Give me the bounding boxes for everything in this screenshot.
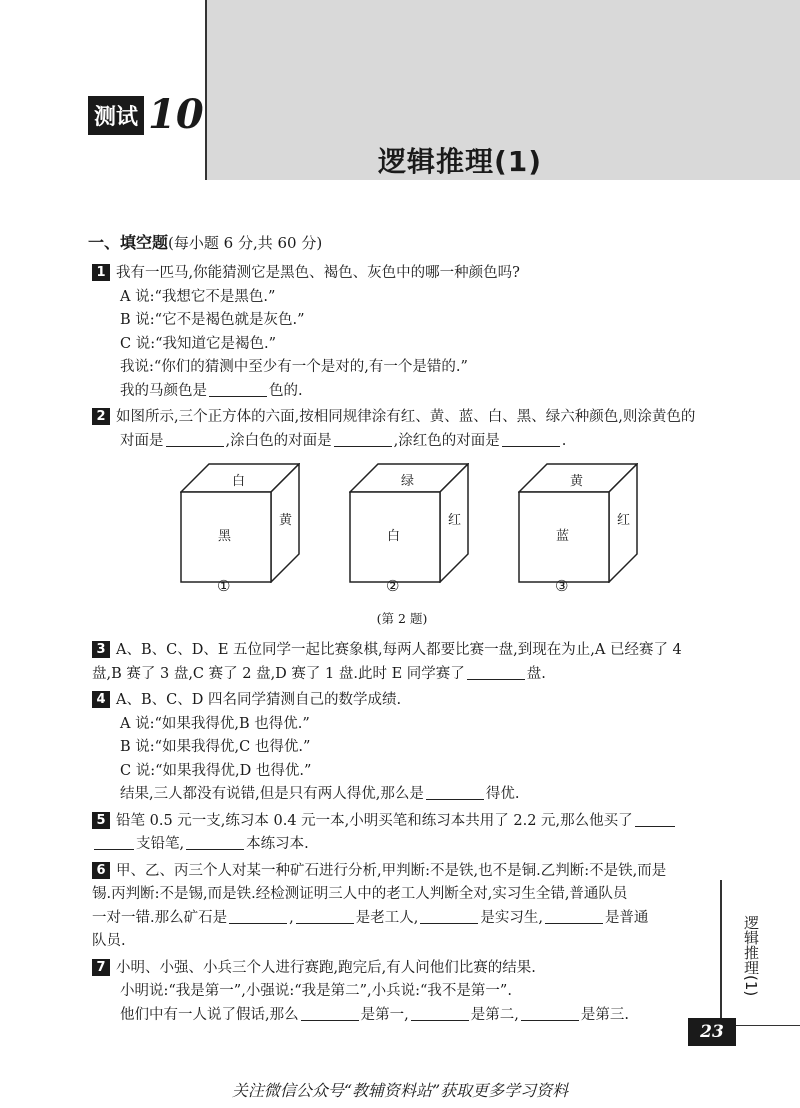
page-title: 逻辑推理(1) <box>377 145 543 178</box>
answer-blank[interactable] <box>635 812 675 827</box>
cube-mark: ② <box>386 577 400 595</box>
cube-3 <box>518 463 638 593</box>
question-number: 2 <box>92 408 110 425</box>
answer-blank[interactable] <box>301 1006 359 1021</box>
cube-2 <box>349 463 469 593</box>
answer-blank[interactable] <box>186 835 244 850</box>
question-6 <box>92 860 712 954</box>
answer-blank[interactable] <box>229 909 287 924</box>
answer-blank[interactable] <box>296 909 354 924</box>
test-label <box>88 91 204 138</box>
answer-blank[interactable] <box>334 432 392 447</box>
statement-b: B 说:“它不是褐色就是灰色.” <box>120 312 305 328</box>
text: 盘,B 赛了 3 盘,C 赛了 2 盘,D 赛了 1 盘.此时 E 同学赛了 <box>92 665 465 682</box>
text: 是老工人, <box>355 909 419 926</box>
question-number: 3 <box>92 641 110 658</box>
question-text: 我有一匹马,你能猜测它是黑色、褐色、灰色中的哪一种颜色吗? <box>116 265 520 281</box>
text: 得优. <box>485 786 520 802</box>
cube-top-label: 白 <box>232 474 246 489</box>
text: 是第三. <box>580 1006 629 1023</box>
question-text: 铅笔 0.5 元一支,练习本 0.4 元一本,小明买笔和练习本共用了 2.2 元,那么他买了 <box>116 812 633 829</box>
text: 一对一错.那么矿石是 <box>92 909 228 926</box>
question-5 <box>92 810 712 857</box>
statement-a: A 说:“如果我得优,B 也得优.” <box>120 715 310 732</box>
statement-c: C 说:“我知道它是褐色.” <box>120 335 277 352</box>
cube-front-label: 黑 <box>218 529 232 544</box>
question-number: 4 <box>92 691 110 708</box>
cube-top-label: 绿 <box>401 474 415 489</box>
side-tab-label: 逻辑推理(1) <box>742 915 760 997</box>
answer-blank[interactable] <box>502 432 560 447</box>
section-heading <box>88 230 322 253</box>
cube-front-label: 白 <box>387 529 401 544</box>
cube-side-label: 红 <box>617 513 631 528</box>
text: 本练习本. <box>246 836 309 852</box>
statement-c: C 说:“如果我得优,D 也得优.” <box>120 762 312 779</box>
text: ,涂红色的对面是 <box>393 432 500 449</box>
answer-blank[interactable] <box>411 1006 469 1021</box>
text: . <box>561 432 567 449</box>
text: 支铅笔, <box>136 836 185 852</box>
cube-top-label: 黄 <box>570 474 584 489</box>
section-note: (每小题 6 分,共 60 分) <box>168 234 323 252</box>
section-title: 一、填空题 <box>88 233 169 252</box>
cube-mark: ① <box>217 577 231 595</box>
question-text: 如图所示,三个正方体的六面,按相同规律涂有红、黄、蓝、白、黑、绿六种颜色,则涂黄色的 <box>116 409 696 425</box>
answer-blank[interactable] <box>545 909 603 924</box>
text: 是第二, <box>470 1006 519 1023</box>
answer-blank[interactable] <box>209 382 267 397</box>
text: , <box>289 909 294 926</box>
text: 是实习生, <box>480 909 543 926</box>
text: 盘. <box>526 665 546 682</box>
question-number: 5 <box>92 812 110 829</box>
answer-blank[interactable] <box>420 909 478 924</box>
page-number: 23 <box>688 1018 736 1046</box>
cube-front-label: 蓝 <box>556 529 570 544</box>
answer-suffix: 色的. <box>269 382 303 399</box>
cube-1 <box>180 463 300 593</box>
question-7 <box>92 957 712 1028</box>
text: 结果,三人都没有说错,但是只有两人得优,那么是 <box>120 786 424 802</box>
question-4 <box>92 689 712 807</box>
question-number: 7 <box>92 959 110 976</box>
text: 锡.丙判断:不是锡,而是铁.经检测证明三人中的老工人判断全对,实习生全错,普通队员 <box>92 886 628 902</box>
statement-a: A 说:“我想它不是黑色.” <box>120 288 276 305</box>
cube-side-label: 黄 <box>279 513 293 528</box>
figure-caption: (第 2 题) <box>376 611 428 626</box>
cube-side-label: 红 <box>448 513 462 528</box>
cubes-figure <box>92 457 712 637</box>
text: 是普通 <box>604 909 649 926</box>
text: ,涂白色的对面是 <box>225 432 332 449</box>
answer-blank[interactable] <box>426 785 484 800</box>
text: 是第一, <box>360 1006 409 1023</box>
question-text: A、B、C、D、E 五位同学一起比赛象棋,每两人都要比赛一盘,到现在为止,A 已经赛了 4 <box>116 642 682 658</box>
question-number: 1 <box>92 264 110 281</box>
answer-blank[interactable] <box>166 432 224 447</box>
question-text: A、B、C、D 四名同学猜测自己的数学成绩. <box>116 692 402 708</box>
question-3 <box>92 639 712 686</box>
statement-b: B 说:“如果我得优,C 也得优.” <box>120 739 311 755</box>
answer-blank[interactable] <box>467 665 525 680</box>
test-number: 10 <box>148 91 204 138</box>
answer-prefix: 我的马颜色是 <box>120 382 207 399</box>
cube-mark: ③ <box>555 577 569 595</box>
text: 队员. <box>92 933 126 949</box>
answer-blank[interactable] <box>521 1006 579 1021</box>
question-text: 小明、小强、小兵三个人进行赛跑,跑完后,有人问他们比赛的结果. <box>116 959 536 976</box>
answer-blank[interactable] <box>94 835 134 850</box>
question-2 <box>92 406 712 637</box>
test-word: 测试 <box>88 96 144 135</box>
question-1 <box>92 262 712 403</box>
question-number: 6 <box>92 862 110 879</box>
footer-note: 关注微信公众号“教辅资料站”获取更多学习资料 <box>231 1081 569 1100</box>
statement: 小明说:“我是第一”,小强说:“我是第二”,小兵说:“我不是第一”. <box>120 983 512 999</box>
question-list <box>92 262 712 1027</box>
text: 他们中有一人说了假话,那么 <box>120 1006 299 1023</box>
statement-me: 我说:“你们的猜测中至少有一个是对的,有一个是错的.” <box>120 359 468 375</box>
question-text: 甲、乙、丙三个人对某一种矿石进行分析,甲判断:不是铁,也不是铜.乙判断:不是铁,而是 <box>116 862 667 879</box>
text: 对面是 <box>120 432 164 449</box>
